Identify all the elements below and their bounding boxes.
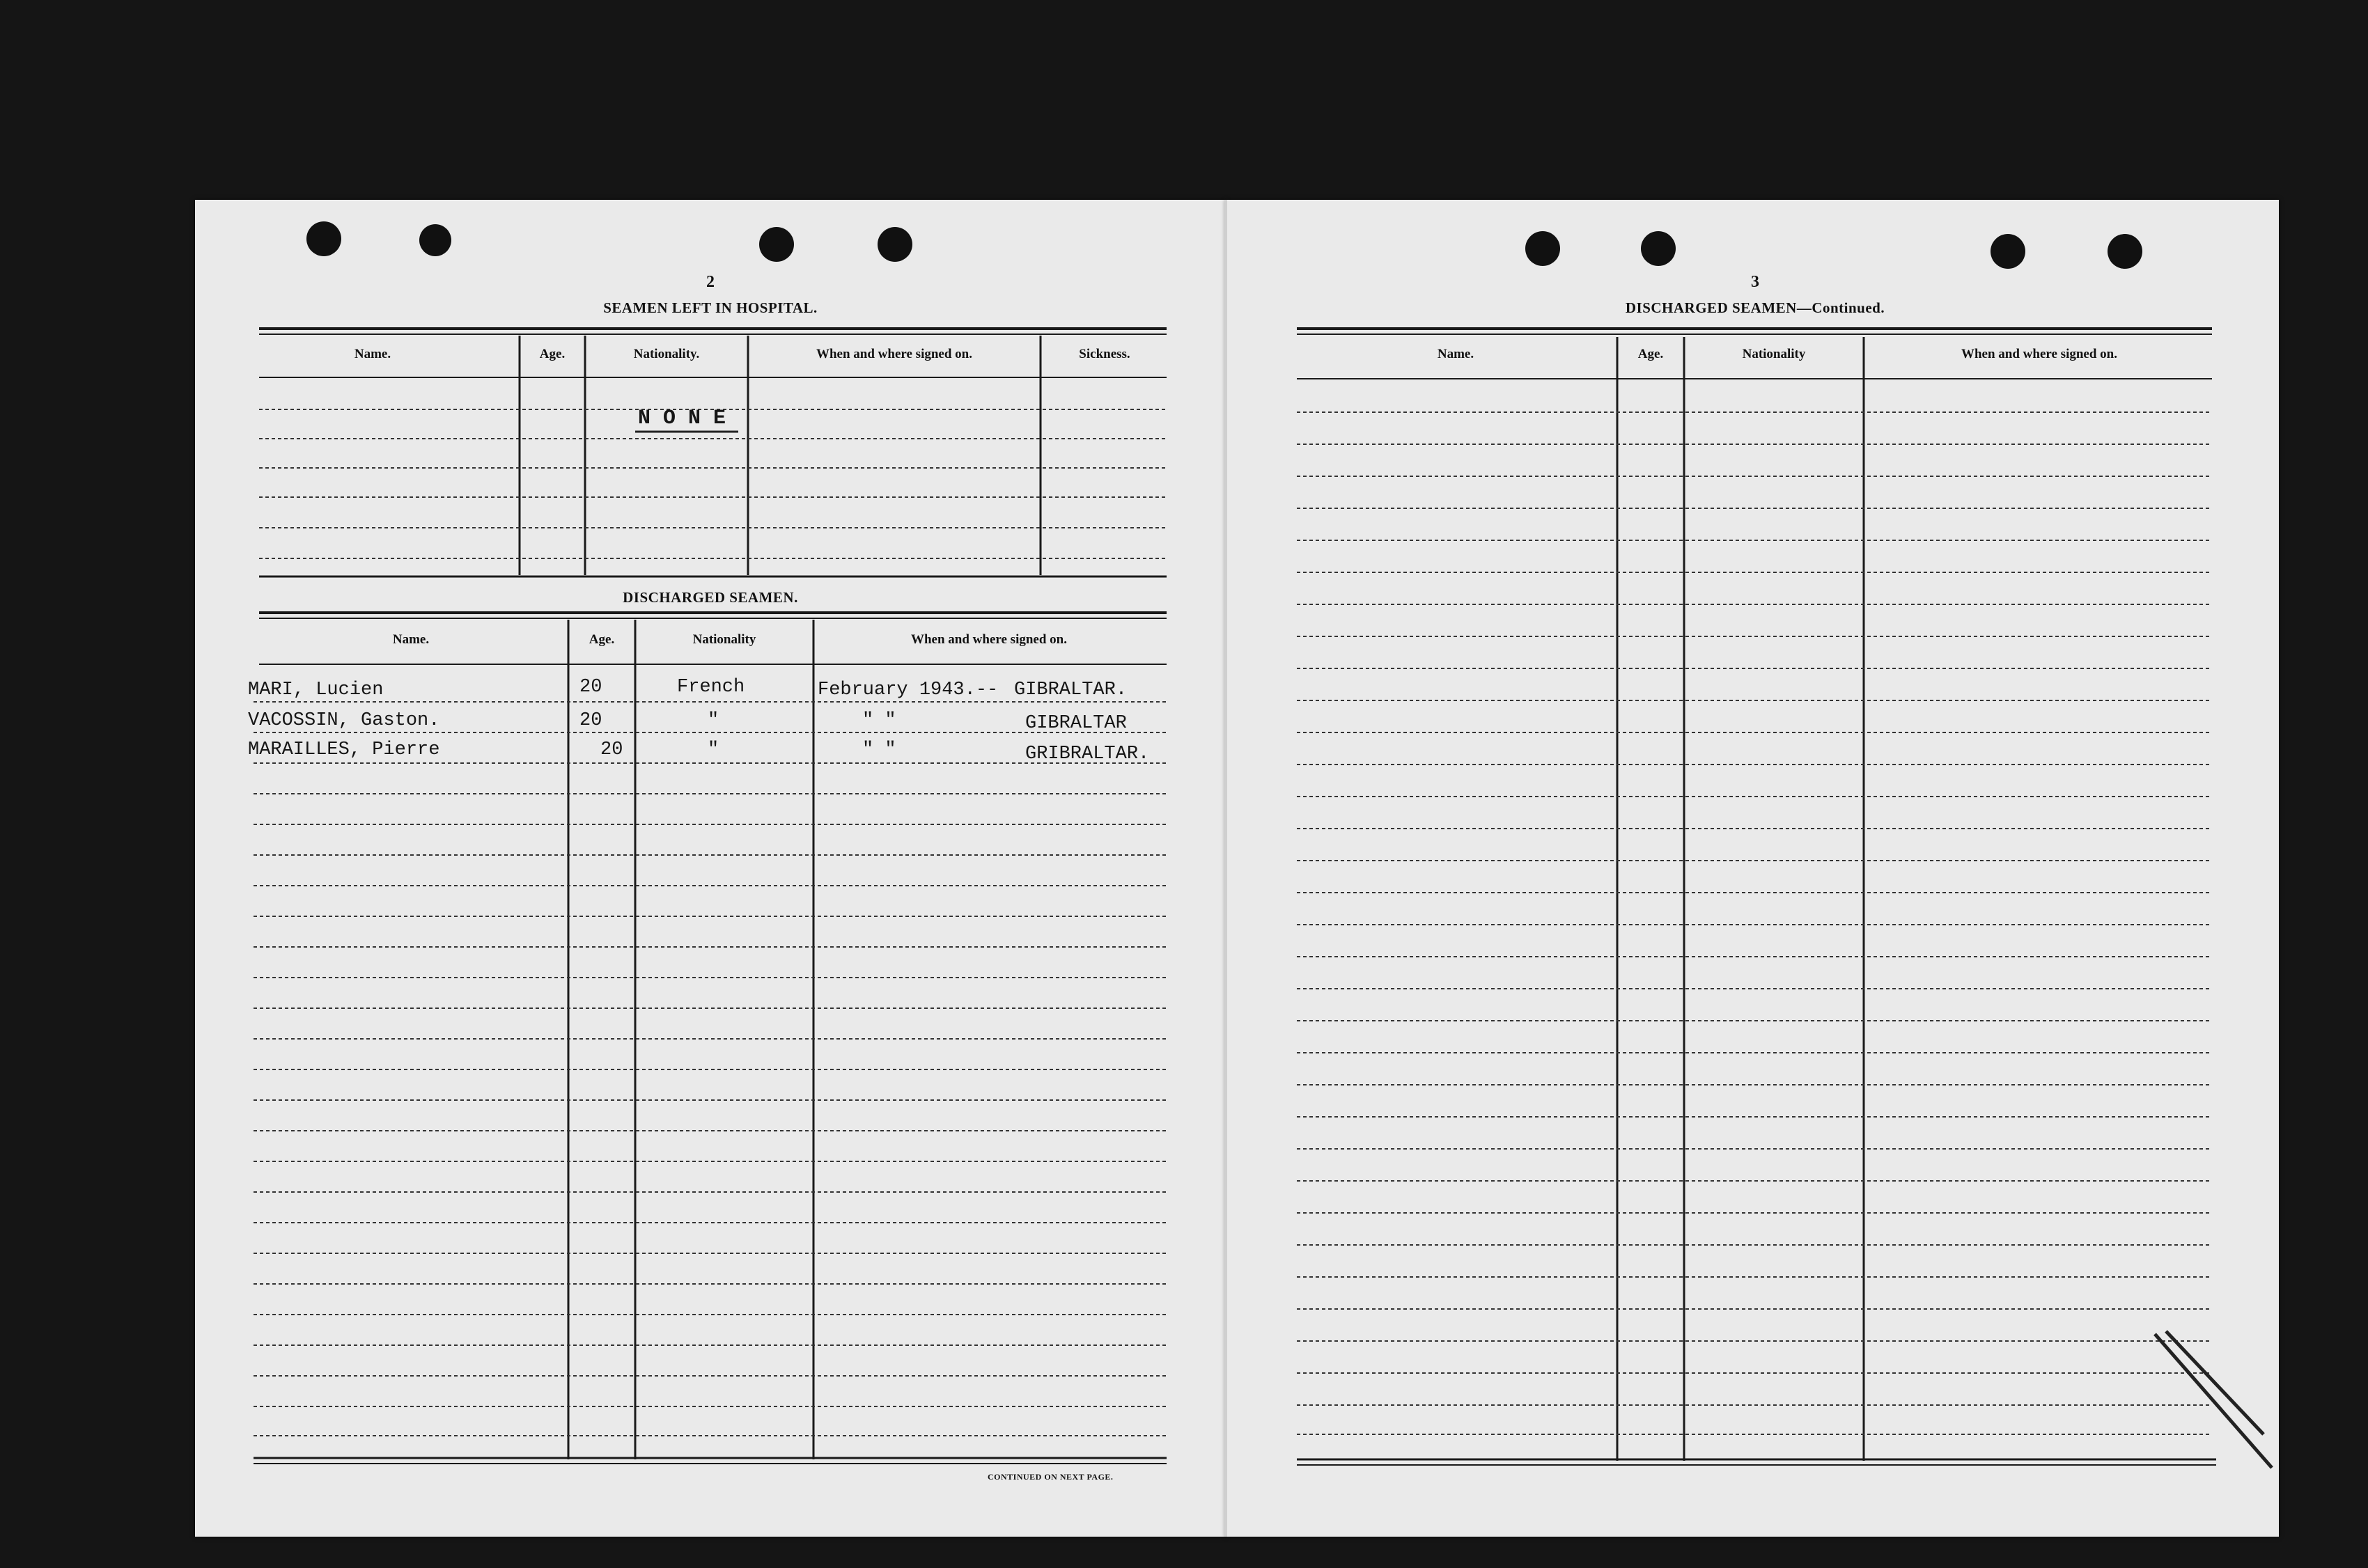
- seaman-1-age: 20: [579, 677, 602, 698]
- continued-note: CONTINUED ON NEXT PAGE.: [988, 1472, 1114, 1482]
- seaman-3-nationality: ": [708, 739, 719, 760]
- discharged-col-age: Age.: [589, 632, 615, 647]
- hospital-col-name: Name.: [354, 347, 391, 361]
- seaman-1-nationality: French: [677, 677, 745, 698]
- seaman-2-nationality: ": [708, 710, 719, 731]
- discharged-col-nationality: Nationality: [692, 632, 756, 647]
- right-col-nationality: Nationality: [1742, 347, 1806, 361]
- hospital-col-age: Age.: [539, 347, 566, 361]
- seaman-3-place: GRIBRALTAR.: [1025, 744, 1150, 765]
- seaman-2-name: VACOSSIN, Gaston.: [248, 710, 440, 731]
- seaman-3-name: MARAILLES, Pierre: [248, 739, 440, 760]
- right-col-signed-on: When and where signed on.: [1961, 347, 2117, 361]
- seaman-2-place: GIBRALTAR: [1025, 713, 1127, 734]
- seaman-2-date: " ": [862, 710, 896, 731]
- hospital-none-entry: N O N E: [638, 407, 726, 430]
- hospital-col-sickness: Sickness.: [1079, 347, 1130, 361]
- seaman-3-date: " ": [862, 739, 896, 760]
- right-page-title: DISCHARGED SEAMEN—Continued.: [1625, 299, 1885, 316]
- hospital-section-title: SEAMEN LEFT IN HOSPITAL.: [603, 299, 818, 316]
- seaman-1-place: GIBRALTAR.: [1014, 680, 1128, 700]
- right-col-age: Age.: [1637, 347, 1664, 361]
- seaman-1-date: February 1943.--: [818, 680, 999, 700]
- hospital-col-signed-on: When and where signed on.: [816, 347, 972, 361]
- left-page-number: 2: [706, 273, 715, 291]
- discharged-col-name: Name.: [392, 632, 430, 647]
- seaman-2-age: 20: [579, 710, 602, 731]
- hospital-col-nationality: Nationality.: [633, 347, 700, 361]
- seaman-1-name: MARI, Lucien: [248, 680, 384, 700]
- right-col-name: Name.: [1437, 347, 1474, 361]
- right-page-number: 3: [1751, 273, 1759, 291]
- discharged-section-title: DISCHARGED SEAMEN.: [623, 589, 798, 606]
- seaman-3-age: 20: [600, 739, 623, 760]
- discharged-col-signed-on: When and where signed on.: [910, 632, 1067, 647]
